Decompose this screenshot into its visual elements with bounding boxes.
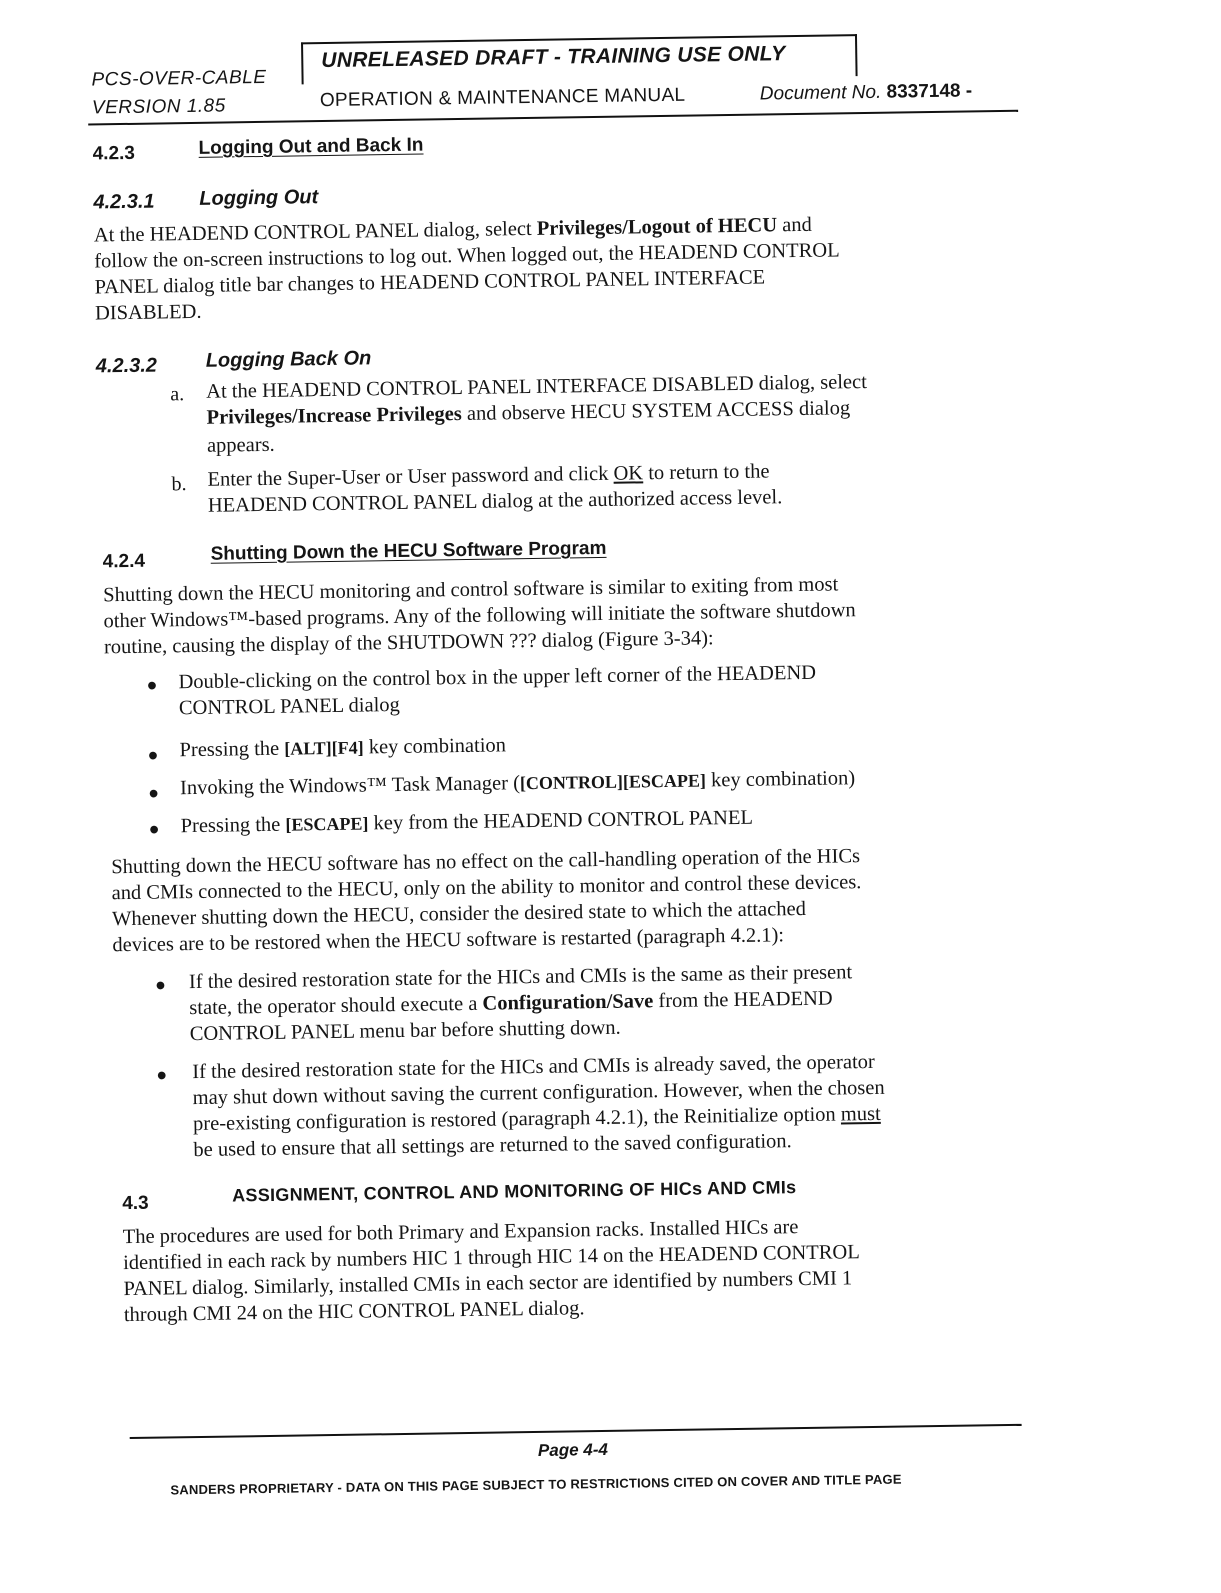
list-item-line: pre-existing configuration is restored (paragraph 4.2.1), the Reinitialize option must [192,1102,881,1136]
list-item-line: If the desired restoration state for the HICs and CMIs is the same as their present [188,961,853,994]
list-item-line: Double-clicking on the control box in the upper left corner of the HEADEND [178,661,817,694]
bullet-icon: ● [148,818,160,839]
paragraph-line: follow the on-screen instructions to log out. When logged out, the HEADEND CONTROL [94,239,840,273]
paragraph-line: Shutting down the HECU software has no effect on the call-handling operation of the HICs [111,845,861,879]
subsection-number: 4.2.3.1 [93,190,155,214]
product-name: PCS-OVER-CABLE [91,66,267,91]
version-label: VERSION 1.85 [91,95,226,119]
list-marker: a. [170,383,185,406]
list-item-line: be used to ensure that all settings are returned to the saved configuration. [193,1130,792,1162]
list-item-line: If the desired restoration state for the HICs and CMIs is already saved, the operator [192,1050,875,1084]
footer-rule [130,1424,1022,1439]
list-item-line: Pressing the [ESCAPE] key from the HEADEND CONTROL PANEL [180,806,754,838]
section-title: Shutting Down the HECU Software Program [210,537,607,565]
subsection-title: Logging Back On [205,347,372,372]
list-item-line: CONTROL PANEL menu bar before shutting down. [189,1016,621,1046]
paragraph-line: Whenever shutting down the HECU, consider the desired state to which the attached [111,897,807,931]
paragraph-line: and CMIs connected to the HECU, only on the ability to monitor and control these devices. [111,871,862,905]
paragraph-line: PANEL dialog title bar changes to HEADEND CONTROL PANEL INTERFACE [94,266,766,299]
paragraph-line: The procedures are used for both Primary and Expansion racks. Installed HICs are [122,1216,799,1249]
list-item-line: may shut down without saving the current configuration. However, when the chosen [192,1076,885,1110]
list-item-line: CONTROL PANEL dialog [178,693,400,720]
doc-label: Document No. [759,81,882,105]
section-number: 4.2.3 [92,142,136,165]
bullet-icon: ● [146,674,158,695]
section-number: 4.2.4 [102,550,146,573]
page-number: Page 4-4 [537,1439,609,1460]
proprietary-notice: SANDERS PROPRIETARY - DATA ON THIS PAGE SUBJECT TO RESTRICTIONS CITED ON COVER AND TITLE PAGE [170,1471,902,1498]
header-rule [88,110,1018,126]
list-item-line: HEADEND CONTROL PANEL dialog at the authorized access level. [207,486,783,517]
list-item-line: At the HEADEND CONTROL PANEL INTERFACE DISABLED dialog, select [206,370,867,403]
draft-banner: UNRELEASED DRAFT - TRAINING USE ONLY [321,42,786,73]
paragraph-line: routine, causing the display of the SHUTDOWN ??? dialog (Figure 3-34): [103,627,714,659]
paragraph-line: identified in each rack by numbers HIC 1 through HIC 14 on the HEADEND CONTROL [122,1241,860,1275]
paragraph-line: devices are to be restored when the HECU software is restarted (paragraph 4.2.1): [112,924,785,957]
bullet-icon: ● [147,744,159,765]
ok-button-ref: OK [613,462,644,485]
bullet-icon: ● [156,1064,168,1085]
paragraph-line: through CMI 24 on the HIC CONTROL PANEL dialog. [123,1297,585,1327]
list-item-line: Privileges/Increase Privileges and observe HECU SYSTEM ACCESS dialog [206,397,851,429]
paragraph-line: DISABLED. [94,300,202,325]
bullet-icon: ● [147,782,160,803]
list-item-line: Invoking the Windows™ Task Manager ([CONTROL][ESCAPE] key combination) [179,767,856,800]
list-item-line: appears. [206,433,275,457]
list-item-line: state, the operator should execute a Configuration/Save from the HEADEND [189,987,833,1020]
paragraph-line: PANEL dialog. Similarly, installed CMIs in each sector are identified by numbers CMI 1 [123,1267,853,1301]
document-number [760,80,973,105]
list-marker: b. [171,473,187,496]
section-title: Logging Out and Back In [198,134,424,159]
list-item-line: Pressing the [ALT][F4] key combination [179,734,507,762]
list-item-line: Enter the Super-User or User password and click OK to return to the [207,460,770,491]
paragraph-line: other Windows™-based programs. Any of the following will initiate the software shutdown [103,599,856,633]
manual-title: OPERATION & MAINTENANCE MANUAL [319,84,686,112]
subsection-number: 4.2.3.2 [95,354,158,378]
doc-number-value: 8337148 - [886,80,973,103]
section-number: 4.3 [122,1192,149,1215]
subsection-title: Logging Out [199,186,319,210]
paragraph-line: Shutting down the HECU monitoring and control software is similar to exiting from most [103,573,839,607]
paragraph-line: At the HEADEND CONTROL PANEL dialog, select Privileges/Logout of HECU and [93,213,812,247]
bullet-icon: ● [154,974,167,995]
section-title: ASSIGNMENT, CONTROL AND MONITORING OF HICs AND CMIs [231,1177,797,1206]
